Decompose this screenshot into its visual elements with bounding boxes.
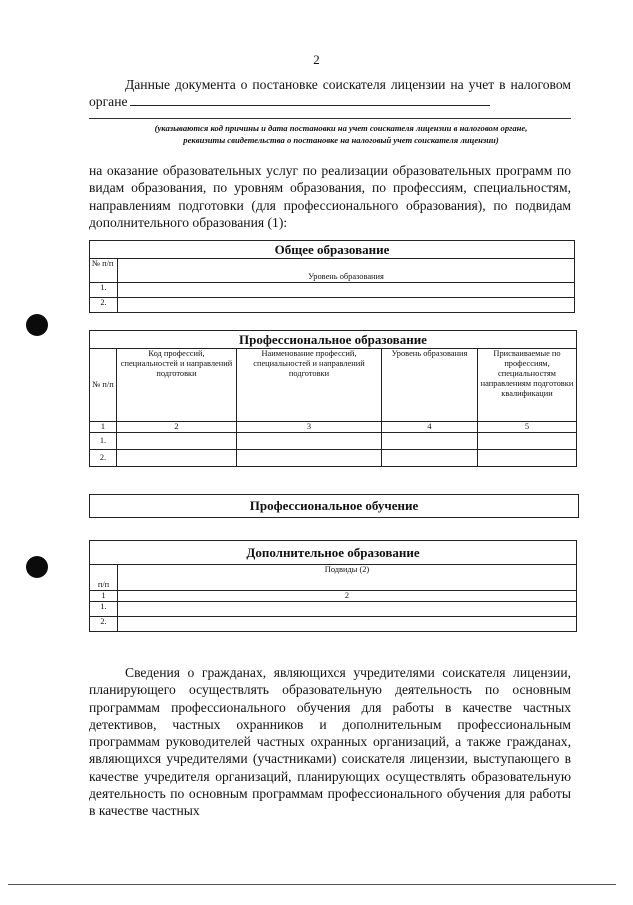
tax-registration-fill-line xyxy=(130,94,490,106)
table-row xyxy=(90,283,575,298)
column-index: 1 xyxy=(90,422,117,433)
professional-education-col-code: Код профессий, специальностей и направлений подготовки xyxy=(117,349,237,422)
additional-education-title: Дополнительное образование xyxy=(90,541,577,565)
tax-registration-note xyxy=(104,122,578,146)
additional-education-row-num: 1. xyxy=(90,602,118,617)
tax-registration-note-line2: реквизиты свидетельства о постановке на налоговый учет соискателя лицензии) xyxy=(183,135,499,145)
professional-education-table xyxy=(89,330,577,467)
general-education-table xyxy=(89,240,575,313)
professional-training-title: Профессиональное обучение xyxy=(89,494,579,518)
founders-paragraph: Сведения о гражданах, являющихся учредителями соискателя лицензии, планирующего осуществлять образовательную деятельность по основным программам профессионального обучения для работы в качестве частных детективов, частных охранников и дополнительным профессиональным программам руководителей частных охранных организаций, а также гражданах, являющихся учредителями (участниками) соискателя лицензии, выступающего в качестве учредителя организаций, планирующих осуществлять образовательную деятельность по основным программам профессионального обучения для работы в качестве частных xyxy=(89,665,571,819)
table-row xyxy=(90,433,577,450)
general-education-col-num: № п/п xyxy=(90,259,118,283)
tax-registration-note-line1: (указываются код причины и дата постановки на учет соискателя лицензии в налоговом органе, xyxy=(154,123,528,133)
table-row xyxy=(90,602,577,617)
tax-registration-paragraph xyxy=(89,76,571,111)
column-index: 4 xyxy=(382,422,478,433)
column-index: 2 xyxy=(117,422,237,433)
table-index-row xyxy=(90,591,577,602)
general-education-title: Общее образование xyxy=(90,241,575,259)
column-index: 1 xyxy=(90,591,118,602)
professional-education-col-name: Наименование профессий, специальностей и направлений подготовки xyxy=(237,349,382,422)
tax-registration-text: Данные документа о постановке соискателя лицензии на учет в налоговом органе xyxy=(89,77,571,110)
table-row xyxy=(90,617,577,632)
professional-education-col-num: № п/п xyxy=(90,349,117,422)
additional-education-table xyxy=(89,540,577,632)
table-row xyxy=(90,450,577,467)
column-index: 5 xyxy=(478,422,577,433)
bottom-rule xyxy=(8,884,616,885)
binder-hole-bottom xyxy=(26,556,48,578)
professional-education-title: Профессиональное образование xyxy=(90,331,577,349)
page-number: 2 xyxy=(313,52,320,67)
column-index: 3 xyxy=(237,422,382,433)
professional-education-col-level: Уровень образования xyxy=(382,349,478,422)
general-education-col-level: Уровень образования xyxy=(118,259,575,283)
binder-hole-top xyxy=(26,314,48,336)
intro-paragraph: на оказание образовательных услуг по реализации образовательных программ по видам образования, по уровням образования, по профессиям, специальностям, направлениям подготовки (для профессионального образования), по подвидам дополнительного образования (1): xyxy=(89,163,571,230)
tax-registration-rule xyxy=(89,118,571,119)
professional-education-row-num: 2. xyxy=(90,450,117,467)
general-education-row-num: 1. xyxy=(90,283,118,298)
professional-education-col-qualification: Присваиваемые по профессиям, специальностям направлениям подготовки квалификации xyxy=(478,349,577,422)
column-index: 2 xyxy=(118,591,577,602)
general-education-row-num: 2. xyxy=(90,298,118,313)
professional-education-row-num: 1. xyxy=(90,433,117,450)
table-row xyxy=(90,298,575,313)
additional-education-col-num: п/п xyxy=(90,565,118,591)
table-index-row xyxy=(90,422,577,433)
additional-education-row-num: 2. xyxy=(90,617,118,632)
additional-education-col-subtypes: Подвиды (2) xyxy=(118,565,577,591)
